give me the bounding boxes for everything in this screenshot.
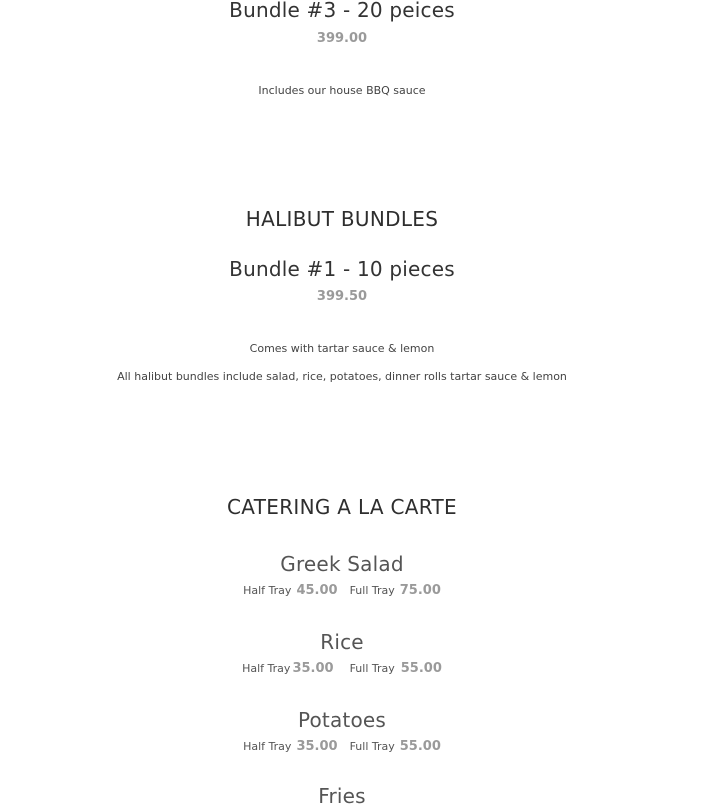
potatoes-prices (0, 739, 684, 754)
potatoes-title: Potatoes (297, 708, 387, 732)
halibut-bundle-1-price: 399.50 (316, 289, 368, 304)
half-tray-label: Half Tray (242, 662, 291, 675)
fries-title: Fries (318, 784, 366, 808)
full-tray-price: 55.00 (399, 739, 441, 754)
halibut-section-title: HALIBUT BUNDLES (245, 207, 439, 231)
halibut-footnote: All halibut bundles include salad, rice, potatoes, dinner rolls tartar sauce & lemon (117, 370, 567, 383)
full-tray-label: Full Tray (349, 740, 395, 753)
halibut-bundle-1-title: Bundle #1 - 10 pieces (229, 257, 455, 281)
bundle-3-title: Bundle #3 - 20 peices (229, 0, 455, 22)
greek-salad-title: Greek Salad (280, 552, 404, 576)
half-tray-label: Half Tray (243, 584, 292, 597)
full-tray-label: Full Tray (349, 584, 395, 597)
half-tray-price: 35.00 (296, 739, 338, 754)
halibut-bundle-1-note: Comes with tartar sauce & lemon (249, 342, 435, 355)
greek-salad-prices (0, 583, 684, 598)
full-tray-label: Full Tray (349, 662, 395, 675)
half-tray-price: 45.00 (296, 583, 338, 598)
half-tray-price: 35.00 (292, 661, 334, 676)
full-tray-price: 55.00 (400, 661, 442, 676)
half-tray-label: Half Tray (243, 740, 292, 753)
full-tray-price: 75.00 (399, 583, 441, 598)
a-la-carte-section-title: CATERING A LA CARTE (227, 495, 457, 519)
rice-title: Rice (320, 630, 364, 654)
bundle-3-price: 399.00 (316, 31, 368, 46)
rice-prices (0, 661, 684, 676)
bundle-3-note: Includes our house BBQ sauce (258, 84, 426, 97)
